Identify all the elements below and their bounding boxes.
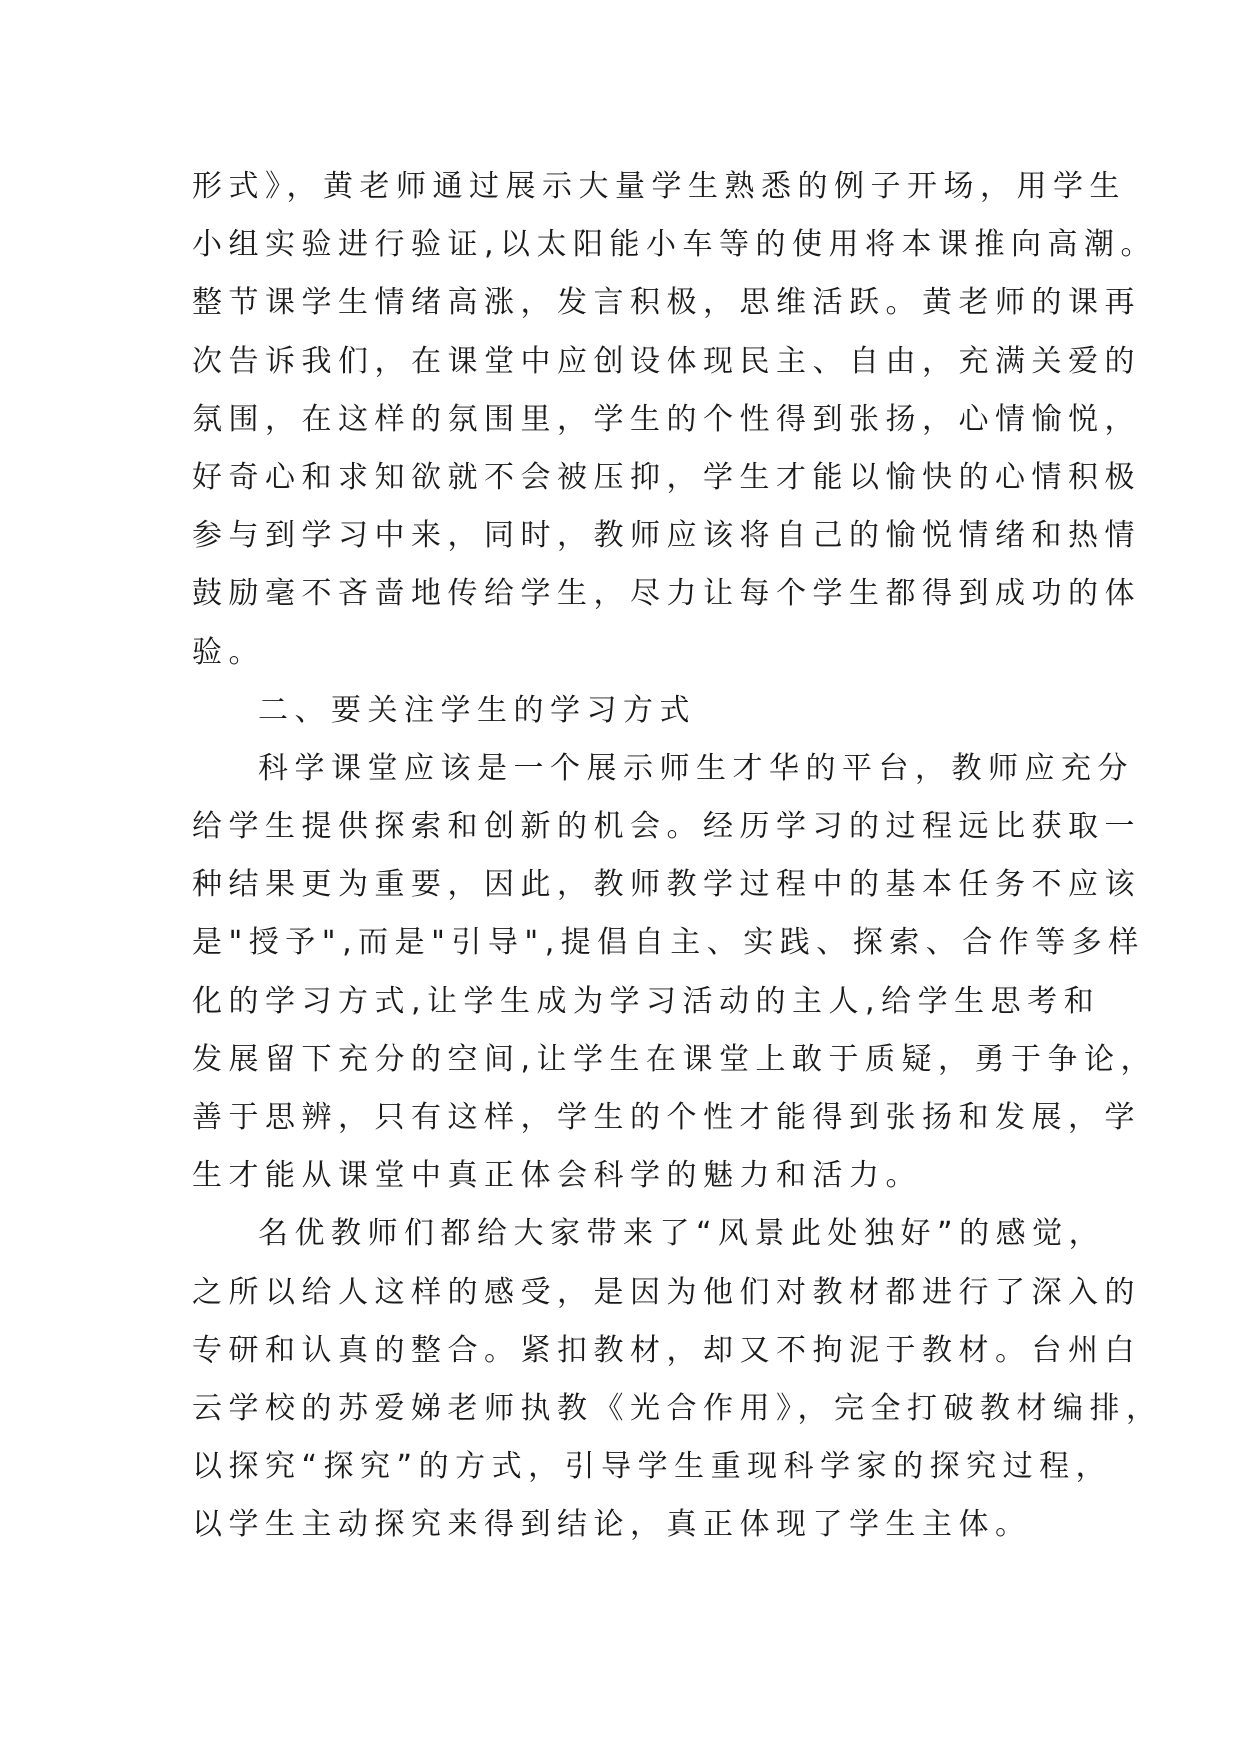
- text-line-3: 整节课学生情绪高涨，发言积极，思维活跃。黄老师的课再: [192, 285, 1141, 321]
- text-line-2: 小组实验进行验证,以太阳能小车等的使用将本课推向高潮。: [192, 227, 1158, 263]
- text-line-14: 是"授予",而是"引导",提倡自主、实践、探索、合作等多样: [192, 925, 1145, 961]
- text-line-15: 化的学习方式,让学生成为学习活动的主人,给学生思考和: [192, 983, 1101, 1019]
- text-line-16: 发展留下充分的空间,让学生在课堂上敢于质疑，勇于争论，: [192, 1041, 1158, 1077]
- text-line-4: 次告诉我们，在课堂中应创设体现民主、自由，充满关爱的: [192, 343, 1141, 379]
- text-line-9: 验。: [192, 634, 265, 670]
- text-line-17: 善于思辨，只有这样，学生的个性才能得到张扬和发展，学: [192, 1100, 1141, 1135]
- body-text: [192, 158, 1163, 1555]
- text-line-20: 之所以给人这样的感受，是因为他们对教材都进行了深入的: [192, 1274, 1141, 1310]
- text-line-18: 生才能从课堂中真正体会科学的魅力和活力。: [192, 1158, 922, 1194]
- text-line-21: 专研和认真的整合。紧扣教材，却又不拘泥于教材。台州白: [192, 1332, 1141, 1368]
- text-line-24: 以学生主动探究来得到结论，真正体现了学生主体。: [192, 1507, 1032, 1543]
- text-line-8: 鼓励毫不吝啬地传给学生，尽力让每个学生都得到成功的体: [192, 576, 1141, 612]
- section-heading: 二、要关注学生的学习方式: [258, 692, 696, 728]
- text-line-1: 形式》，黄老师通过展示大量学生熟悉的例子开场，用学生: [192, 169, 1126, 204]
- text-line-6: 好奇心和求知欲就不会被压抑，学生才能以愉快的心情积极: [192, 459, 1141, 495]
- text-line-7: 参与到学习中来，同时，教师应该将自己的愉悦情绪和热情: [192, 518, 1141, 554]
- text-line-12: 给学生提供探索和创新的机会。经历学习的过程远比获取一: [192, 809, 1141, 845]
- text-line-5: 氛围，在这样的氛围里，学生的个性得到张扬，心情愉悦，: [192, 401, 1141, 437]
- text-line-11: 科学课堂应该是一个展示师生才华的平台，教师应充分: [258, 750, 1134, 786]
- text-line-19: 名优教师们都给大家带来了“风景此处独好”的感觉，: [258, 1216, 1106, 1252]
- text-line-13: 种结果更为重要，因此，教师教学过程中的基本任务不应该: [192, 867, 1141, 903]
- text-line-23: 以探究“探究”的方式，引导学生重现科学家的探究过程，: [192, 1449, 1113, 1485]
- text-line-22: 云学校的苏爱娣老师执教《光合作用》，完全打破教材编排，: [192, 1390, 1163, 1426]
